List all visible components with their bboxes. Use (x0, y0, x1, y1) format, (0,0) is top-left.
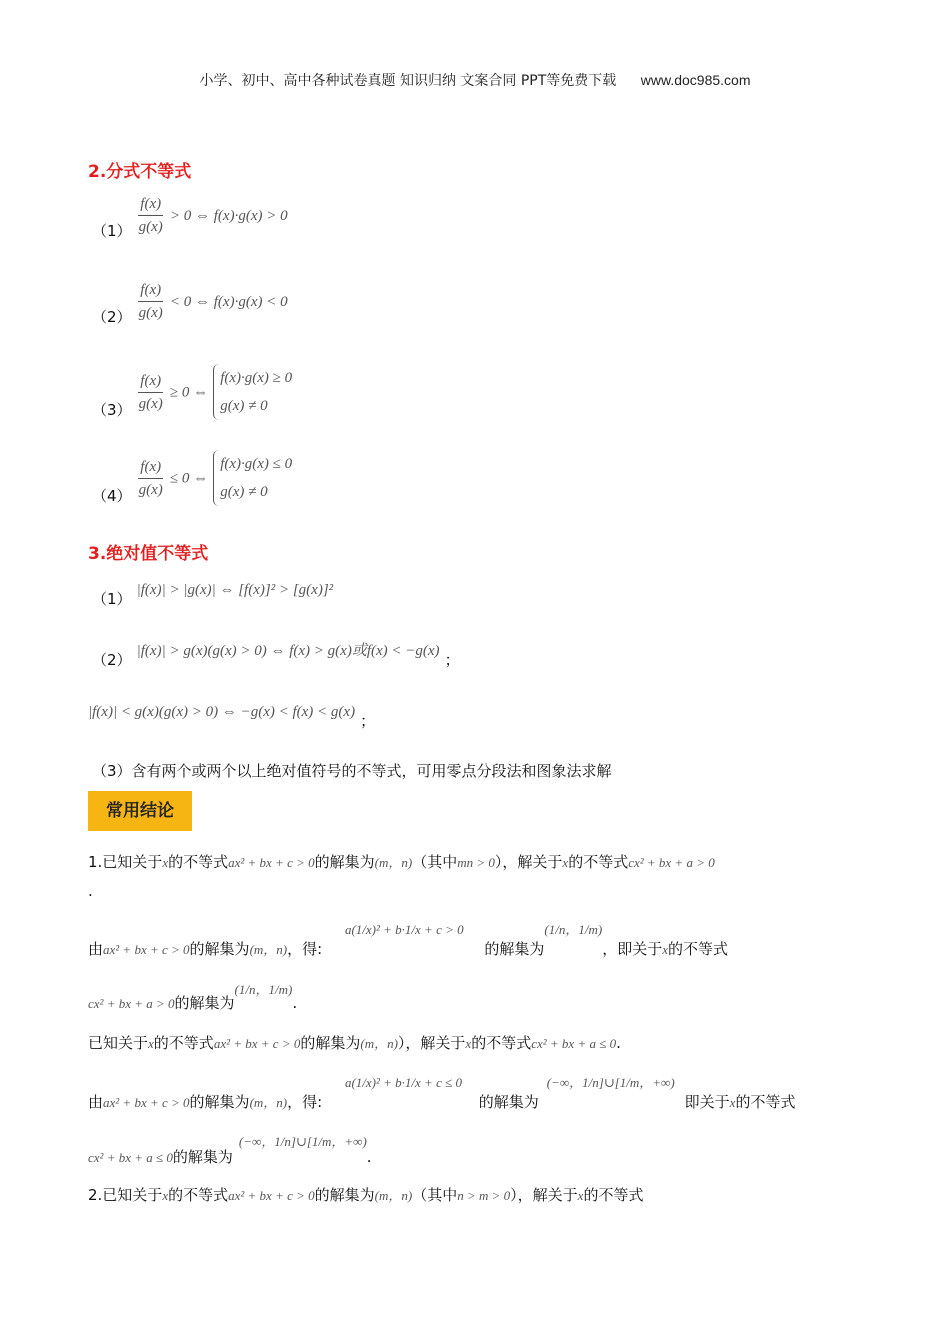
conclusion-1b-derivation (88, 1071, 796, 1111)
substituted-inequality: a(1/x)² + b·1/x + c ≤ 0 (344, 1075, 462, 1090)
text: 的不等式 (471, 1034, 532, 1052)
var-x: x (148, 1036, 154, 1051)
page-header (0, 70, 950, 90)
var-x: x (162, 855, 169, 870)
text: 的不等式 (583, 1186, 644, 1204)
text: 的解集为 (314, 1186, 375, 1204)
fraction (137, 370, 165, 415)
text: . (292, 994, 298, 1012)
fraction (137, 456, 165, 501)
inequality: cx² + bx + a > 0 (628, 855, 715, 870)
interval: (m，n) (374, 855, 413, 870)
text: （其中 (412, 853, 458, 871)
text: 的不等式 (668, 940, 729, 958)
text: 的解集为 (189, 1093, 250, 1111)
abs-ineq-1 (92, 578, 334, 608)
item-index: （4） (92, 486, 132, 505)
inequality: ax² + bx + c > 0 (103, 1095, 190, 1110)
condition: n > m > 0 (457, 1188, 511, 1203)
solution-interval: (−∞，1/n]∪[1/m，+∞) (546, 1075, 675, 1090)
inequality-system (213, 450, 292, 506)
var-x: x (577, 1188, 584, 1203)
item-index: （1） (92, 222, 132, 240)
section-3-title: 3.绝对值不等式 (88, 544, 209, 564)
numerator: f(x) (138, 193, 163, 216)
relation: < 0 ⇔ f(x)·g(x) < 0 (169, 294, 288, 310)
abs-ineq-2b (88, 700, 376, 730)
text: 的解集为 (189, 940, 250, 958)
var-x: x (729, 1095, 736, 1110)
frac-ineq-4 (92, 450, 292, 506)
numerator: f(x) (138, 456, 163, 479)
text: 的解集为 (314, 853, 375, 871)
solution-interval: (−∞，1/n]∪[1/m，+∞) (238, 1134, 367, 1149)
system-line-2: g(x) ≠ 0 (220, 484, 268, 500)
numerator: f(x) (138, 370, 163, 393)
solution-interval: (1/n，1/m) (234, 982, 293, 997)
formula: |f(x)| > g(x)(g(x) > 0) ⇔ f(x) > g(x)或f(x) < −g(x) (136, 643, 440, 659)
text: 的不等式 (735, 1093, 796, 1111)
numerator: f(x) (138, 279, 163, 302)
var-x: x (562, 855, 569, 870)
fraction (137, 279, 165, 324)
header-text: 小学、初中、高中各种试卷真题 知识归纳 文案合同 PPT等免费下载 (199, 73, 617, 89)
frac-ineq-1 (92, 193, 288, 238)
denominator: g(x) (138, 305, 163, 321)
interval: (m，n) (249, 942, 288, 957)
inequality: ax² + bx + c > 0 (228, 1188, 315, 1203)
inequality: ax² + bx + c > 0 (103, 942, 190, 957)
item-index: （2） (92, 308, 132, 326)
section-2-title: 2.分式不等式 (88, 162, 192, 182)
text: 的不等式 (568, 853, 629, 871)
relation: > 0 ⇔ f(x)·g(x) > 0 (169, 208, 288, 224)
var-x: x (465, 1036, 472, 1051)
system-line-2: g(x) ≠ 0 (220, 398, 268, 414)
conclusion-2-line-1 (88, 1184, 643, 1205)
formula: |f(x)| > |g(x)| ⇔ [f(x)]² > [g(x)]² (136, 582, 334, 598)
text: 即关于 (684, 1093, 730, 1111)
inequality: ax² + bx + c > 0 (213, 1036, 301, 1051)
text: ），解关于 (397, 1034, 466, 1052)
fraction (137, 193, 165, 238)
semicolon: ； (444, 651, 460, 669)
system-line-1: f(x)·g(x) ≤ 0 (220, 456, 293, 472)
inequality: cx² + bx + a ≤ 0 (88, 1150, 173, 1165)
denominator: g(x) (138, 395, 163, 412)
text: ），解关于 (510, 1186, 578, 1204)
interval: (m，n) (374, 1188, 413, 1203)
period: . (88, 882, 93, 900)
formula: |f(x)| < g(x)(g(x) > 0) ⇔ −g(x) < f(x) < g(x) (88, 704, 356, 720)
semicolon: ； (360, 712, 376, 730)
interval: (m，n) (360, 1036, 398, 1051)
text: ，得: (287, 940, 323, 958)
frac-ineq-2 (92, 279, 288, 324)
abs-ineq-2 (92, 639, 460, 669)
denominator: g(x) (138, 219, 163, 235)
text: ），解关于 (494, 853, 563, 871)
relation: ≥ 0 ⇔ (169, 384, 209, 401)
var-x: x (162, 1188, 169, 1203)
system-line-1: f(x)·g(x) ≥ 0 (220, 370, 293, 386)
condition: mn > 0 (457, 855, 495, 870)
text: 2.已知关于 (88, 1186, 163, 1204)
interval: (m，n) (249, 1095, 288, 1110)
text: 1.已知关于 (88, 853, 163, 871)
text: 的解集为 (172, 1148, 233, 1166)
text: . (616, 1034, 621, 1052)
common-conclusions-badge: 常用结论 (88, 791, 192, 831)
text: 的解集为 (478, 1093, 539, 1111)
conclusion-1-result (88, 978, 298, 1012)
denominator: g(x) (138, 481, 163, 498)
item-index: （3） (92, 400, 132, 419)
text: 由 (88, 940, 104, 958)
conclusion-1b-result (88, 1130, 372, 1166)
var-x: x (662, 942, 668, 957)
text: 由 (88, 1093, 104, 1111)
conclusion-1-line-1 (88, 851, 715, 872)
item-index: （1） (92, 590, 132, 608)
substituted-inequality: a(1/x)² + b·1/x + c > 0 (344, 922, 464, 937)
text: . (366, 1148, 372, 1166)
text: 的解集为 (174, 994, 235, 1012)
text: ，即关于 (602, 940, 663, 958)
text: （其中 (412, 1186, 458, 1204)
text: 的不等式 (168, 853, 229, 871)
relation: ≤ 0 ⇔ (169, 470, 209, 487)
text: 的解集为 (484, 940, 545, 958)
header-url[interactable]: www.doc985.com (640, 72, 751, 88)
abs-ineq-3: （3）含有两个或两个以上绝对值符号的不等式，可用零点分段法和图象法求解 (92, 762, 612, 780)
inequality: cx² + bx + a > 0 (88, 996, 175, 1011)
inequality: ax² + bx + c > 0 (228, 855, 315, 870)
inequality: cx² + bx + a ≤ 0 (531, 1036, 617, 1051)
item-index: （2） (92, 651, 132, 669)
text: ，得: (287, 1093, 323, 1111)
text: 已知关于 (88, 1034, 149, 1052)
solution-interval: (1/n，1/m) (544, 922, 603, 937)
text: 的不等式 (168, 1186, 229, 1204)
conclusion-1b-line-1 (88, 1032, 621, 1053)
conclusion-1-derivation (88, 918, 729, 958)
text: 的不等式 (153, 1034, 214, 1052)
text: 的解集为 (300, 1034, 361, 1052)
frac-ineq-3 (92, 364, 292, 420)
inequality-system (213, 364, 292, 420)
